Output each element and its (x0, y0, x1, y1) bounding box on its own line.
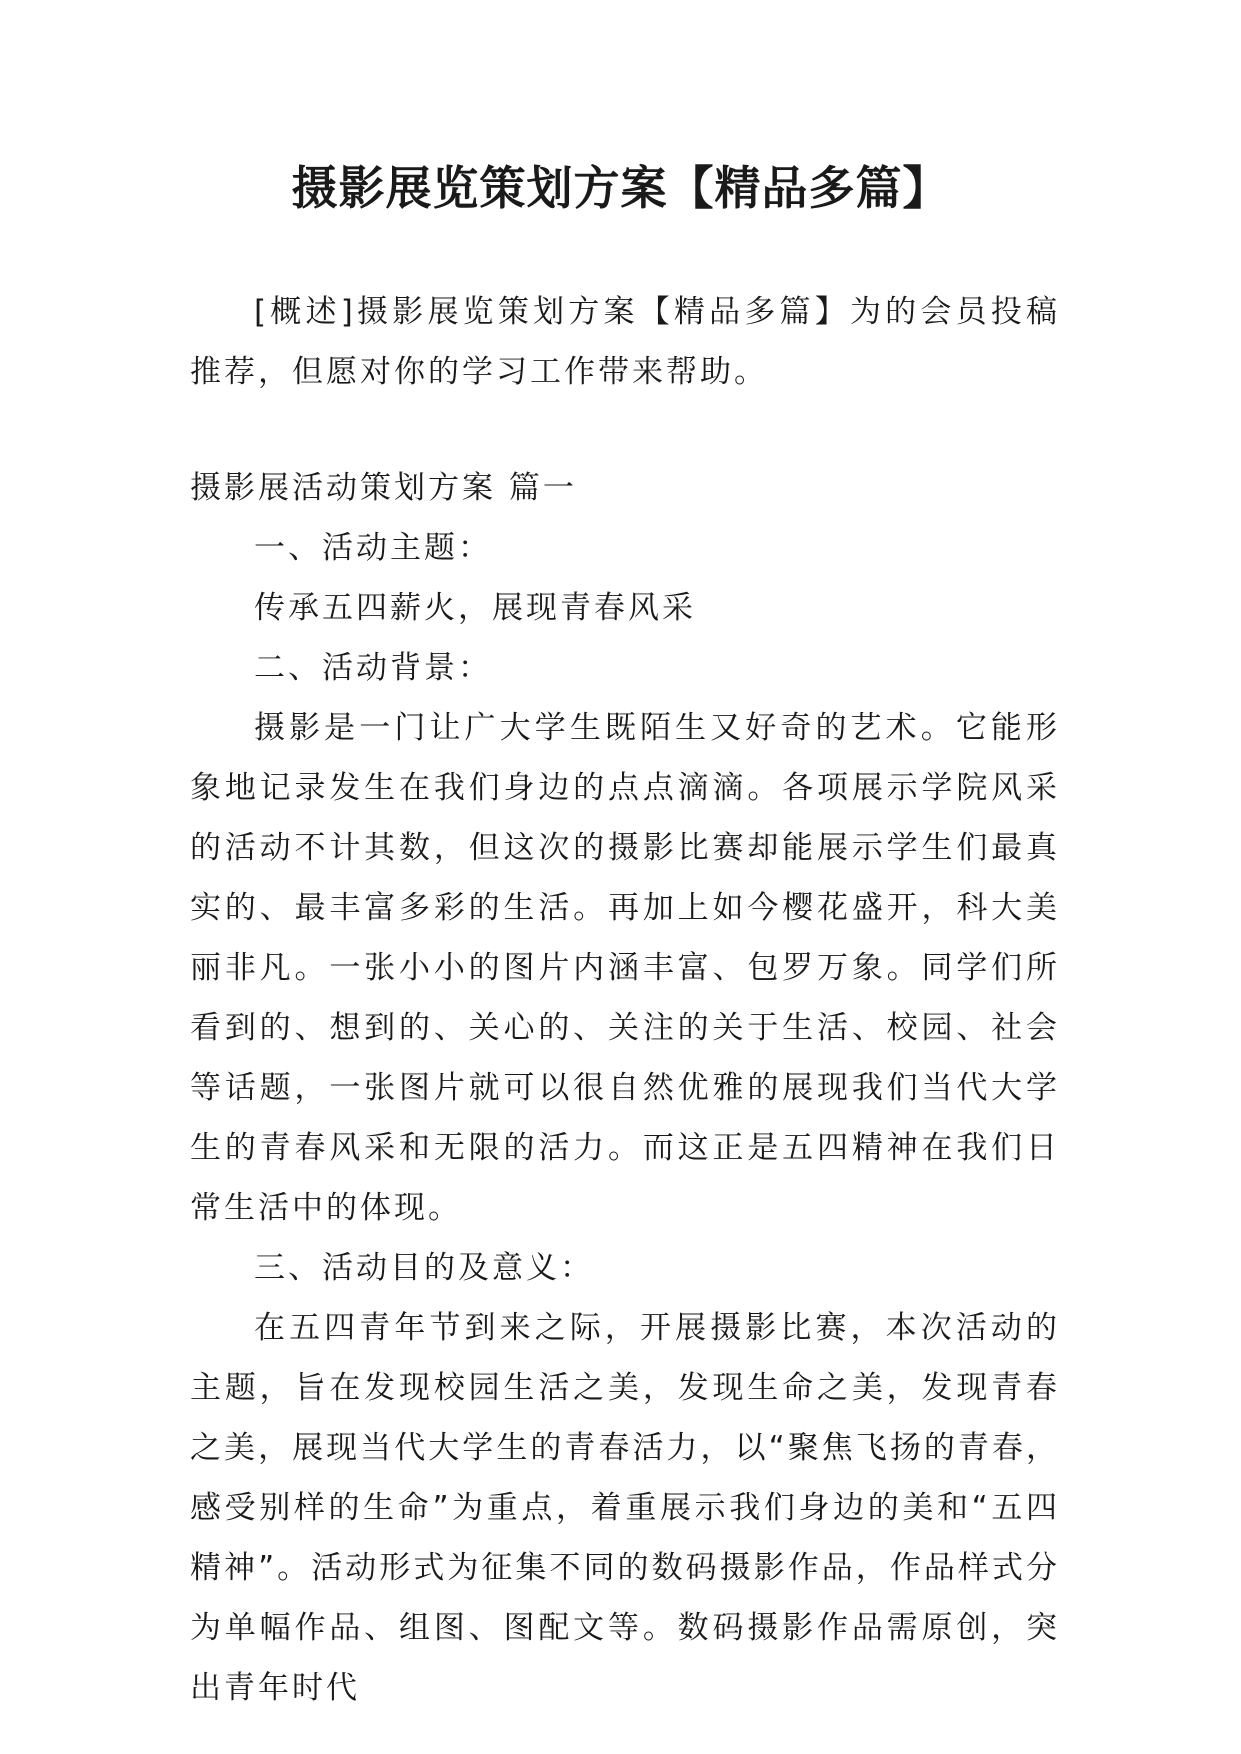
paragraph-purpose-heading: 三、活动目的及意义： (254, 1250, 594, 1286)
section-heading: 摄影展活动策划方案 篇一 (190, 470, 577, 506)
paragraph-activity-theme: 传承五四薪火，展现青春风采 (254, 590, 696, 626)
document-body (190, 458, 1060, 1718)
document-title: 摄影展览策划方案【精品多篇】 (291, 161, 950, 215)
paragraph-purpose: 在五四青年节到来之际，开展摄影比赛，本次活动的主题，旨在发现校园生活之美，发现生命之美，发现青春之美，展现当代大学生的青春活力，以“聚焦飞扬的青春，感受别样的生命”为重点，着重展示我们身边的美和“五四精神”。活动形式为征集不同的数码摄影作品，作品样式分为单幅作品、组图、图配文等。数码摄影作品需原创，突出青年时代 (190, 1310, 1060, 1706)
summary-paragraph: [概述]摄影展览策划方案【精品多篇】为的会员投稿推荐，但愿对你的学习工作带来帮助。 (190, 294, 1060, 390)
paragraph-activity-theme-heading: 一、活动主题： (254, 530, 492, 566)
paragraph-background-heading: 二、活动背景： (254, 650, 492, 686)
paragraph-background: 摄影是一门让广大学生既陌生又好奇的艺术。它能形象地记录发生在我们身边的点点滴滴。各项展示学院风采的活动不计其数，但这次的摄影比赛却能展示学生们最真实的、最丰富多彩的生活。再加上如今樱花盛开，科大美丽非凡。一张小小的图片内涵丰富、包罗万象。同学们所看到的、想到的、关心的、关注的关于生活、校园、社会等话题，一张图片就可以很自然优雅的展现我们当代大学生的青春风采和无限的活力。而这正是五四精神在我们日常生活中的体现。 (190, 710, 1060, 1226)
